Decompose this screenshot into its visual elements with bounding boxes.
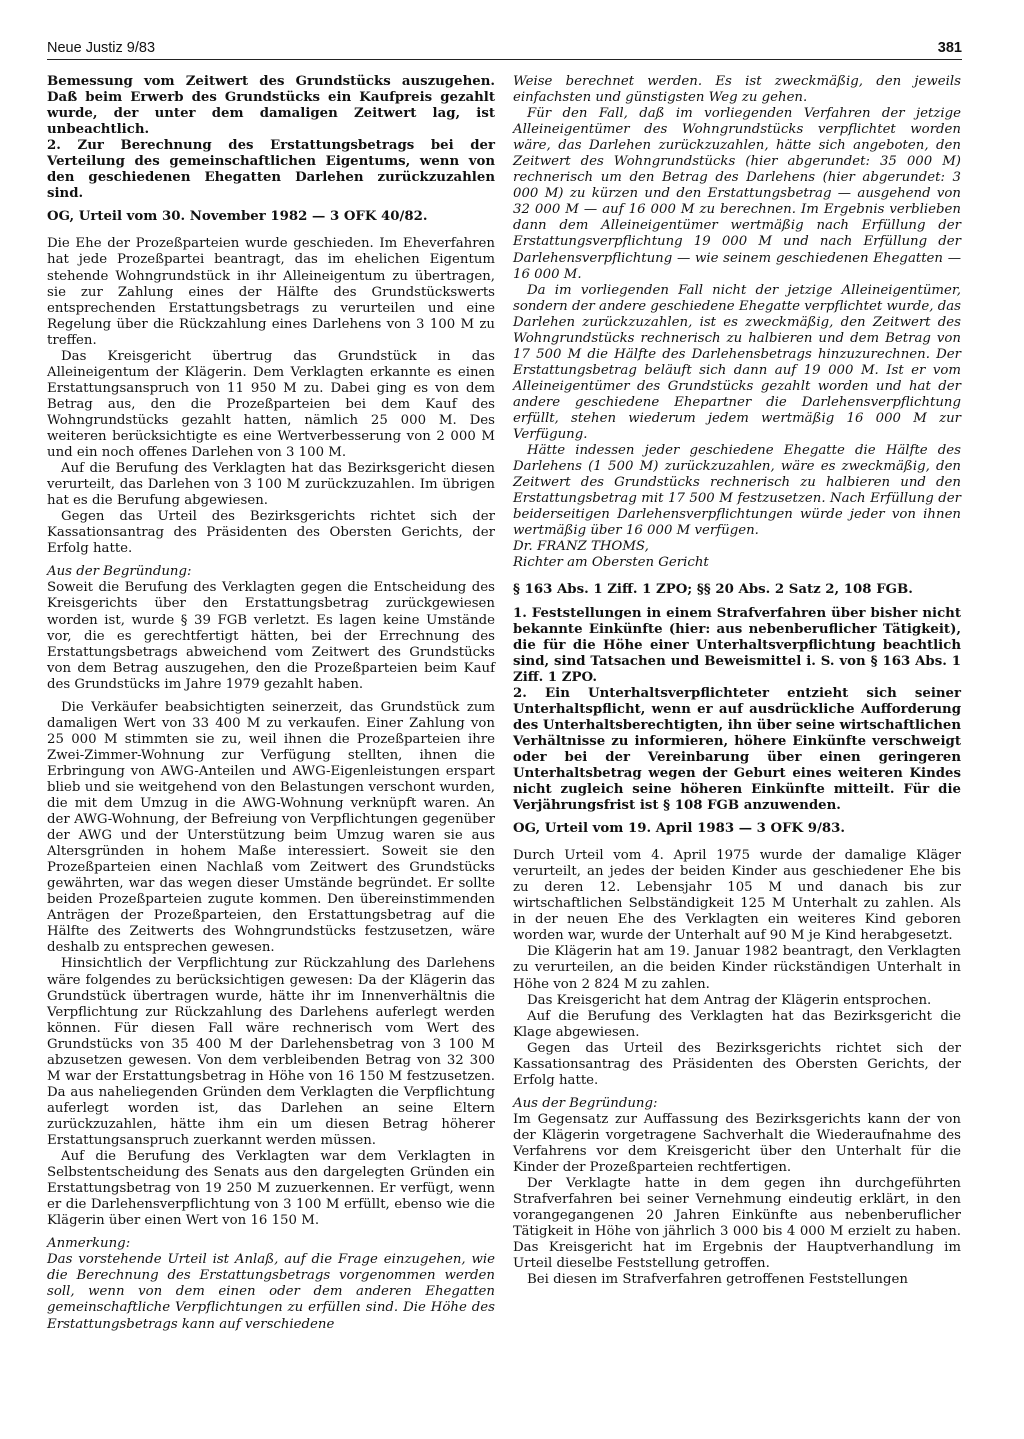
paragraph: Das Kreisgericht hat dem Antrag der Klägerin entsprochen. (527, 992, 932, 1008)
note-paragraph: Hätte indessen jeder geschiedene Ehegatte die Hälfte des Darlehens (1 500 M) zurückzuzahlen, wäre es zweckmäßig, den Zeitwert des Grundstücks rechnerisch zu halbieren und den Erstattungsbetrag mit 17 500 M festzusetzen. Nach Erfüllung der beiderseitigen Darlehensverpflichtungen würde jeder von ihnen wertmäßig über 16 000 M verfügen. (513, 443, 961, 539)
page-number: 381 (937, 40, 962, 56)
paragraph: Gegen das Urteil des Bezirksgerichts richtet sich der Kassationsantrag des Präsidenten des Obersten Gerichts, der Erfolg hatte. (513, 1040, 961, 1088)
paragraph: Auf die Berufung des Verklagten war dem Verklagten in Selbstentscheidung des Senats aus den dargelegten Gründen ein Erstattungsbetrag von 19 250 M zuzuerkennen. Er verfügt, wenn er die Darlehensverpflichtung von 3 100 M erfüllt, ebenso wie die Klägerin über einen Wert von 16 150 M. (47, 1149, 495, 1229)
law-reference: § 163 Abs. 1 Ziff. 1 ZPO; §§ 20 Abs. 2 Satz 2, 108 FGB. (513, 582, 913, 598)
section-heading: Aus der Begründung: (513, 1095, 658, 1111)
section-heading: Anmerkung: (47, 1236, 131, 1252)
paragraph: Die Ehe der Prozeßparteien wurde geschieden. Im Eheverfahren hat jede Prozeßpartei beantragt, das im ehelichen Eigentum stehende Wohngrundstück in ihr Alleineigentum zu übertragen, sie zur Zahlung eines der Hälfte des Grundstückswerts entsprechenden Erstattungsbetrags zu verurteilen und eine Regelung über die Rückzahlung eines Darlehens von 3 100 M zu treffen. (47, 236, 495, 348)
paragraph: Im Gegensatz zur Auffassung des Bezirksgerichts kann der von der Klägerin vorgetragene Sachverhalt die Wiederaufnahme des Verfahrens vor dem Kreisgericht über den Unterhalt für die Kinder der Prozeßparteien rechtfertigen. (513, 1111, 961, 1176)
decision-citation: OG, Urteil vom 30. November 1982 — 3 OFK 40/82. (47, 209, 428, 225)
header-rule (47, 59, 962, 60)
paragraph: Die Klägerin hat am 19. Januar 1982 beantragt, den Verklagten zu verurteilen, an die beiden Kinder rückständigen Unterhalt in Höhe von 2 824 M zu zahlen. (513, 944, 961, 992)
author-title: Richter am Obersten Gericht (513, 555, 709, 571)
headnote-bold: Bemessung vom Zeitwert des Grundstücks auszugehen. Daß beim Erwerb des Grundstücks ein Kaufpreis gezahlt wurde, der unter dem damaligen Zeitwert lag, ist unbeachtlich. (47, 74, 495, 138)
paragraph: Auf die Berufung des Verklagten hat das Bezirksgericht diesen verurteilt, das Darlehen von 3 100 M zurückzuzahlen. Im übrigen hat es die Berufung abgewiesen. (47, 461, 495, 509)
paragraph: Bei diesen im Strafverfahren getroffenen Feststellungen (527, 1272, 908, 1288)
note-paragraph: Für den Fall, daß im vorliegenden Verfahren der jetzige Alleineigentümer des Wohngrundstücks verpflichtet worden wäre, das Darlehen zurückzuzahlen, hätte sich angeboten, den Zeitwert des Wohngrundstücks (hier abgerundet: 35 000 M) rechnerisch um den Betrag des Darlehens (hier abgerundet: 3 000 M) zu kürzen und den Erstattungsbetrag — ausgehend von 32 000 M — auf 16 000 M zu berechnen. Im Ergebnis verblieben dann dem Alleineigentümer wertmäßig nach Erfüllung der Erstattungsverpflichtung 19 000 M und nach Erfüllung der Darlehensverpflichtung — wie seinem geschiedenen Ehegatten — 16 000 M. (513, 106, 961, 282)
paragraph: Das Kreisgericht übertrug das Grundstück in das Alleineigentum der Klägerin. Dem Verklagten erkannte es einen Erstattungsanspruch von 11 950 M zu. Dabei ging es von dem Betrag aus, den die Prozeßparteien bei dem Kauf des Wohngrundstücks gezahlt hatten, nämlich 25 000 M. Des weiteren berücksichtigte es eine Wertverbesserung von 2 000 M und ein noch offenes Darlehen von 3 100 M. (47, 348, 495, 461)
paragraph: Gegen das Urteil des Bezirksgerichts richtet sich der Kassationsantrag des Präsidenten des Obersten Gerichts, der Erfolg hatte. (47, 509, 495, 557)
headnote-bold-2: 2. Ein Unterhaltsverpflichteter entzieht sich seiner Unterhaltspflicht, wenn er auf ausdrückliche Aufforderung des Unterhaltsberechtigten, ihn über seine wirtschaftlichen Verhältnisse zu informieren, höhere Einkünfte verschweigt oder bei der Vereinbarung über einen geringeren Unterhaltsbetrag wegen der Geburt eines weiteren Kindes nicht zugleich seine höheren Einkünfte mitteilt. Für die Verjährungsfrist ist § 108 FGB anzuwenden. (513, 685, 961, 814)
paragraph: Hinsichtlich der Verpflichtung zur Rückzahlung des Darlehens wäre folgendes zu berücksichtigen gewesen: Da der Klägerin das Grundstück übertragen wurde, hätte ihr im Innenverhältnis die Verpflichtung zur Rückzahlung des Darlehens auferlegt werden können. Für diesen Fall wäre rechnerisch vom Wert des Grundstücks von 35 400 M der Darlehensbetrag von 3 100 M abzusetzen gewesen. Von dem verbleibenden Betrag von 32 300 M war der Erstattungsbetrag in Höhe von 16 150 M festzusetzen. Da aus naheliegenden Gründen dem Verklagten die Verpflichtung auferlegt worden ist, das Darlehen an seine Eltern zurückzuzahlen, hätte ihm ein um diesen Betrag höherer Erstattungsanspruch zuerkannt werden müssen. (47, 956, 495, 1148)
journal-title: Neue Justiz 9/83 (47, 40, 156, 56)
note-paragraph: Das vorstehende Urteil ist Anlaß, auf die Frage einzugehen, wie die Berechnung des Erstattungsbetrags vorgenommen werden soll, wenn von dem einen oder dem anderen Ehegatten gemeinschaftliche Verpflichtungen zu erfüllen sind. Die Höhe des Erstattungsbetrags kann auf verschiedene (47, 1252, 495, 1332)
paragraph: Der Verklagte hatte in dem gegen ihn durchgeführten Strafverfahren bei seiner Vernehmung eindeutig erklärt, in den vorangegangenen 20 Jahren Einkünfte aus nebenberuflicher Tätigkeit in Höhe von jährlich 3 000 bis 4 000 M erzielt zu haben. Das Kreisgericht hat im Ergebnis der Hauptverhandlung im Urteil dieselbe Feststellung getroffen. (513, 1176, 961, 1272)
decision-citation: OG, Urteil vom 19. April 1983 — 3 OFK 9/83. (513, 821, 845, 837)
paragraph: Durch Urteil vom 4. April 1975 wurde der damalige Kläger verurteilt, an jedes der beiden Kinder aus geschiedener Ehe bis zu deren 12. Lebensjahr 105 M und danach bis zur wirtschaftlichen Selbständigkeit 125 M Unterhalt zu zahlen. Als in der neuen Ehe des Verklagten ein weiteres Kind geboren worden war, wurde der Unterhalt auf 90 M je Kind herabgesetzt. (513, 848, 961, 944)
note-paragraph: Weise berechnet werden. Es ist zweckmäßig, den jeweils einfachsten und günstigsten Weg zu gehen. (513, 74, 961, 106)
author-name: Dr. FRANZ THOMS, (513, 539, 649, 555)
paragraph: Die Verkäufer beabsichtigten seinerzeit, das Grundstück zum damaligen Wert von 33 400 M zu verkaufen. Einer Zahlung von 25 000 M stimmten sie zu, weil ihnen die Prozeßparteien ihre Zwei-Zimmer-Wohnung zur Verfügung stellten, ihnen die Erbringung von AWG-Anteilen und AWG-Eigenleistungen erspart blieb und sie weitgehend von den Belastungen verschont wurden, die mit dem Umzug in die AWG-Wohnung verknüpft waren. An der AWG-Wohnung, der Befreiung von Verpflichtungen gegenüber der AWG und der Unterstützung beim Umzug waren sie aus Altersgründen in hohem Maße interessiert. Soweit sie den Prozeßparteien einen Nachlaß vom Zeitwert des Grundstücks gewährten, war das wegen dieser Umstände begründet. Er sollte beiden Prozeßparteien zugute kommen. Den übereinstimmenden Anträgen der Prozeßparteien, den Erstattungsbetrag auf die Hälfte des Zeitwerts des Wohngrundstücks festzusetzen, wäre deshalb zu entsprechen gewesen. (47, 699, 495, 956)
paragraph: Auf die Berufung des Verklagten hat das Bezirksgericht die Klage abgewiesen. (513, 1008, 961, 1040)
left-column (47, 74, 495, 1333)
right-column (513, 74, 961, 1288)
headnote-bold: 1. Feststellungen in einem Strafverfahren über bisher nicht bekannte Einkünfte (hier: aus nebenberuflicher Tätigkeit), die für die Höhe einer Unterhaltsverpflichtung beachtlich sind, sind Tatsachen und Beweismittel i. S. von § 163 Abs. 1 Ziff. 1 ZPO. (513, 605, 961, 685)
section-heading: Aus der Begründung: (47, 564, 192, 580)
headnote-bold-2: 2. Zur Berechnung des Erstattungsbetrags bei der Verteilung des gemeinschaftlichen Eigentums, wenn von den geschiedenen Ehegatten Darlehen zurückzuzahlen sind. (47, 138, 495, 202)
note-paragraph: Da im vorliegenden Fall nicht der jetzige Alleineigentümer, sondern der andere geschiedene Ehegatte verpflichtet wurde, das Darlehen zurückzuzahlen, ist es zweckmäßig, den Zeitwert des Wohngrundstücks rechnerisch zu halbieren und dem Betrag von 17 500 M die Hälfte des Darlehensbetrags hinzuzurechnen. Der Erstattungsbetrag beläuft sich dann auf 19 000 M. Ist er vom Alleineigentümer des Grundstücks gezahlt worden und hat der andere geschiedene Ehepartner die Darlehensverpflichtung erfüllt, stehen wiederum jedem wertmäßig 16 000 M zur Verfügung. (513, 282, 961, 443)
running-header (47, 36, 962, 58)
paragraph: Soweit die Berufung des Verklagten gegen die Entscheidung des Kreisgerichts über den Erstattungsbetrag zurückgewiesen worden ist, wurde § 39 FGB verletzt. Es lagen keine Umstände vor, die es gerechtfertigt hätten, bei der Errechnung des Erstattungsbetrags abweichend vom Zeitwert des Grundstücks von dem Betrag auszugehen, den die Prozeßparteien beim Kauf des Grundstücks im Jahre 1979 gezahlt haben. (47, 580, 495, 692)
